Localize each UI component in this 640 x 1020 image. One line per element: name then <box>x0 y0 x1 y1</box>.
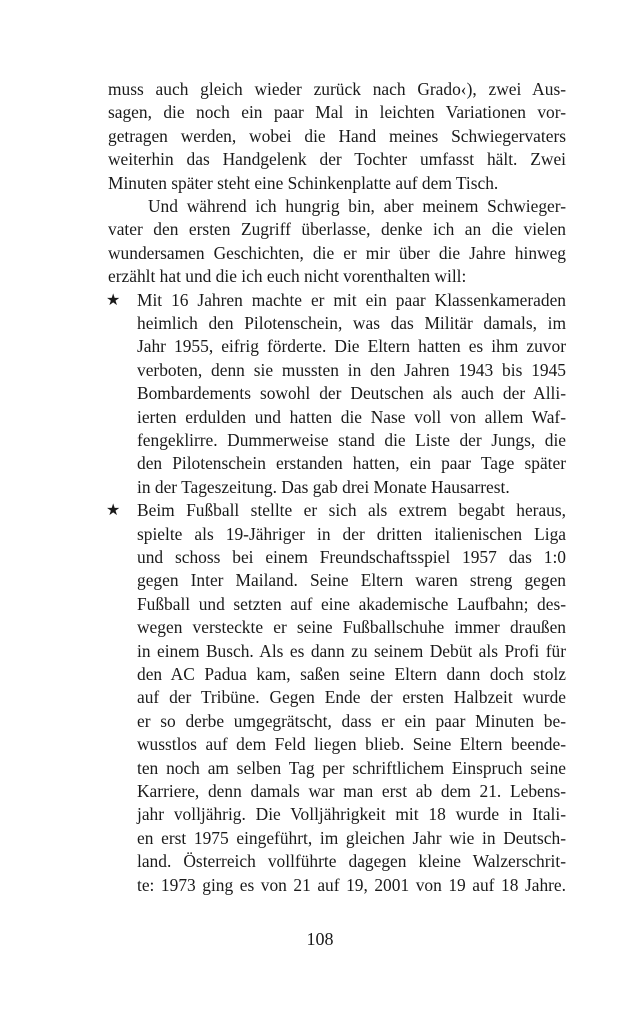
star-bullet-icon: ★ <box>106 291 121 309</box>
page-number: 108 <box>306 929 334 949</box>
text-line: sagen, die noch ein paar Mal in leichten Variationen vor- <box>108 102 566 123</box>
text-line: ierten erdulden und hatten die Nase voll von allem Waf- <box>137 406 566 427</box>
text-line: in der Tageszeitung. Das gab drei Monate Hausarrest. <box>137 476 510 497</box>
text-line: en erst 1975 eingeführt, im gleichen Jahr wie in Deutsch- <box>137 827 566 848</box>
text-line: Bombardements sowohl der Deutschen als auch der Alli- <box>137 383 566 404</box>
text-line: Jahr 1955, eifrig förderte. Die Eltern hatten es ihm zuvor <box>137 336 566 357</box>
text-line: ten noch am selben Tag per schriftlichem Einspruch seine <box>137 757 566 778</box>
text-line: den Pilotenschein erstanden hatten, ein paar Tage später <box>137 453 566 474</box>
text-line: wundersamen Geschichten, die er mir über die Jahre hinweg <box>108 242 566 263</box>
text-line: Beim Fußball stellte er sich als extrem begabt heraus, <box>137 500 566 521</box>
text-line: land. Österreich vollführte dagegen kleine Walzerschrit- <box>137 851 566 872</box>
text-line: verboten, denn sie mussten in den Jahren 1943 bis 1945 <box>137 359 566 380</box>
text-line: Minuten später steht eine Schinkenplatte auf dem Tisch. <box>108 172 499 193</box>
text-line: den AC Padua kam, saßen seine Eltern dann doch stolz <box>137 664 566 684</box>
text-line: in einem Busch. Als es dann zu seinem Debüt als Profi für <box>137 640 566 661</box>
text-line: Karriere, denn damals war man erst ab dem 21. Lebens- <box>137 781 566 801</box>
text-line: spielte als 19-Jähriger in der dritten italienischen Liga <box>137 523 566 544</box>
text-line: wusstlos auf dem Feld liegen blieb. Seine Eltern beende- <box>137 734 566 755</box>
text-line: erzählt hat und die ich euch nicht vorenthalten will: <box>108 266 467 287</box>
star-bullet-icon: ★ <box>106 502 121 520</box>
text-line: weiterhin das Handgelenk der Tochter umfasst hält. Zwei <box>108 149 566 170</box>
text-line: wegen versteckte er seine Fußballschuhe immer draußen <box>137 617 566 638</box>
text-line: te: 1973 ging es von 21 auf 19, 2001 von 19 auf 18 Jahre. <box>137 874 566 895</box>
text-line: Mit 16 Jahren machte er mit ein paar Klassenkameraden <box>137 289 566 310</box>
text-line: jahr volljährig. Die Volljährigkeit mit 18 wurde in Itali- <box>137 804 566 825</box>
text-line: auf der Tribüne. Gegen Ende der ersten Halbzeit wurde <box>137 687 566 708</box>
text-line: er so derbe umgegrätscht, dass er ein paar Minuten be- <box>137 710 566 731</box>
text-line: Fußball und setzten auf eine akademische Laufbahn; des- <box>137 593 566 614</box>
text-line: fengeklirre. Dummerweise stand die Liste der Jungs, die <box>137 430 566 450</box>
text-line: und schoss bei einem Freundschaftsspiel 1957 das 1:0 <box>137 547 566 567</box>
text-line: heimlich den Pilotenschein, was das Militär damals, im <box>137 313 566 333</box>
text-line: muss auch gleich wieder zurück nach Grado‹), zwei Aus- <box>108 79 566 99</box>
text-line: Und während ich hungrig bin, aber meinem Schwieger- <box>148 196 566 216</box>
text-line: vater den ersten Zugriff überlasse, denke ich an die vielen <box>108 219 566 240</box>
text-line: getragen werden, wobei die Hand meines Schwiegervaters <box>108 125 566 146</box>
text-line: gegen Inter Mailand. Seine Eltern waren streng gegen <box>137 570 566 591</box>
